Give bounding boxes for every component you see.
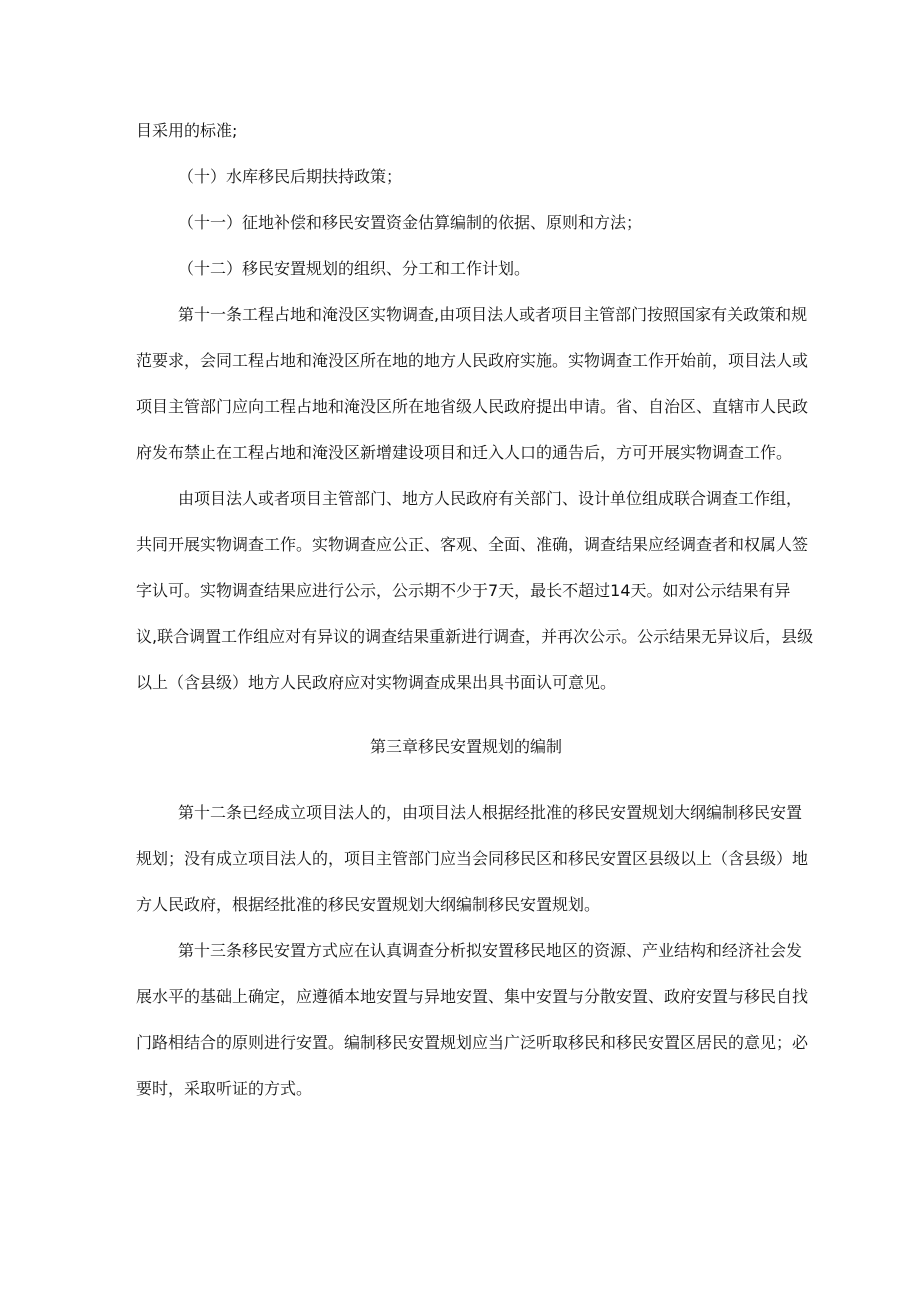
text-line: 字认可。实物调查结果应进行公示，公示期不少于7天，最长不超过14天。如对公示结果有异 bbox=[136, 581, 791, 600]
text-line: 目采用的标准; bbox=[136, 121, 238, 140]
text-line: 第十二条已经成立项目法人的，由项目法人根据经批准的移民安置规划大纲编制移民安置 bbox=[178, 803, 803, 822]
spacer bbox=[136, 760, 790, 800]
text-line: 展水平的基础上确定，应遵循本地安置与异地安置、集中安置与分散安置、政府安置与移民自找 bbox=[136, 987, 809, 1006]
spacer bbox=[136, 716, 790, 734]
text-line: 共同开展实物调查工作。实物调查应公正、客观、全面、准确，调查结果应经调查者和权属人签 bbox=[136, 535, 809, 554]
text-line: 以上（含县级）地方人民政府应对实物调查成果出具书面认可意见。 bbox=[136, 673, 617, 692]
list-item-10: （十）水库移民后期扶持政策； bbox=[178, 167, 403, 186]
text-line: 方人民政府，根据经批准的移民安置规划大纲编制移民安置规划。 bbox=[136, 895, 601, 914]
list-item-11: （十一）征地补偿和移民安置资金估算编制的依据、原则和方法； bbox=[178, 213, 643, 232]
article-12-paragraph bbox=[136, 800, 809, 918]
text-line: 第十三条移民安置方式应在认真调查分析拟安置移民地区的资源、产业结构和经济社会发 bbox=[178, 941, 803, 960]
list-items-block bbox=[136, 118, 790, 282]
text-line: 府发布禁止在工程占地和淹没区新增建设项目和迁入人口的通告后，方可开展实物调查工作。 bbox=[136, 443, 793, 462]
article-11-paragraph bbox=[136, 302, 809, 466]
text-line: 门路相结合的原则进行安置。编制移民安置规划应当广泛听取移民和移民安置区居民的意见；必 bbox=[136, 1033, 809, 1052]
text-line: 第十一条工程占地和淹没区实物调查,由项目法人或者项目主管部门按照国家有关政策和规 bbox=[178, 305, 808, 324]
text-line: 项目主管部门应向工程占地和淹没区所在地省级人民政府提出申请。省、自治区、直辖市人民政 bbox=[136, 397, 809, 416]
article-13-paragraph bbox=[136, 938, 809, 1102]
text-line: 规划；没有成立项目法人的，项目主管部门应当会同移民区和移民安置区县级以上（含县级）地 bbox=[136, 849, 809, 868]
article-11-second-paragraph bbox=[136, 486, 814, 696]
text-line: 范要求，会同工程占地和淹没区所在地的地方人民政府实施。实物调查工作开始前，项目法人或 bbox=[136, 351, 809, 370]
text-line: 议,联合调置工作组应对有异议的调查结果重新进行调查，并再次公示。公示结果无异议后，县级 bbox=[136, 627, 814, 646]
chapter-heading: 第三章移民安置规划的编制 bbox=[369, 737, 562, 756]
text-line: 要时，采取听证的方式。 bbox=[136, 1079, 313, 1098]
text-line: 由项目法人或者项目主管部门、地方人民政府有关部门、设计单位组成联合调查工作组， bbox=[178, 489, 803, 508]
list-item-12: （十二）移民安置规划的组织、分工和工作计划。 bbox=[178, 259, 531, 278]
